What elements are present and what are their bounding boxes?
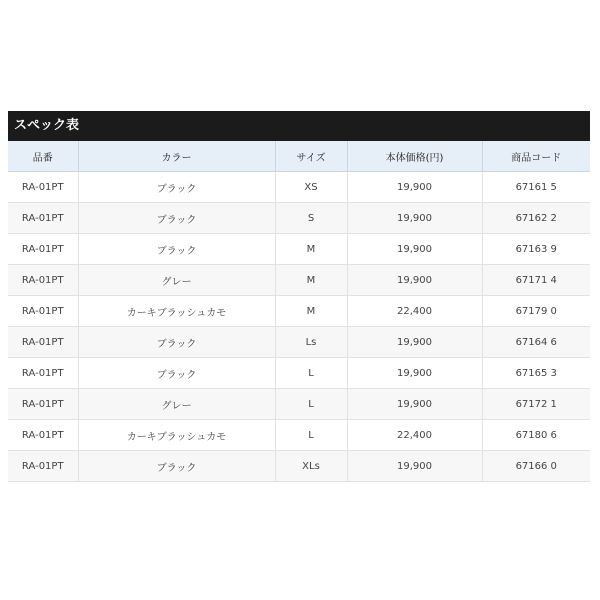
cell-product-no: RA-01PT (8, 358, 78, 389)
cell-product-code: 67171 4 (482, 265, 590, 296)
cell-product-code: 67165 3 (482, 358, 590, 389)
spec-table (8, 141, 590, 482)
cell-color: ブラック (78, 234, 275, 265)
cell-price: 19,900 (347, 234, 482, 265)
cell-product-no: RA-01PT (8, 451, 78, 482)
cell-color: ブラック (78, 358, 275, 389)
cell-product-code: 67180 6 (482, 420, 590, 451)
cell-size: M (275, 265, 347, 296)
header-size: サイズ (275, 141, 347, 172)
cell-price: 19,900 (347, 451, 482, 482)
cell-product-code: 67179 0 (482, 296, 590, 327)
table-row (8, 389, 590, 420)
cell-price: 22,400 (347, 420, 482, 451)
cell-size: M (275, 234, 347, 265)
cell-product-code: 67163 9 (482, 234, 590, 265)
cell-price: 19,900 (347, 203, 482, 234)
cell-size: XS (275, 172, 347, 203)
table-header-row (8, 141, 590, 172)
cell-color: ブラック (78, 327, 275, 358)
spec-title: スペック表 (8, 111, 590, 141)
header-price: 本体価格(円) (347, 141, 482, 172)
cell-color: グレー (78, 389, 275, 420)
table-row (8, 358, 590, 389)
header-product-no: 品番 (8, 141, 78, 172)
cell-product-no: RA-01PT (8, 265, 78, 296)
cell-product-code: 67164 6 (482, 327, 590, 358)
cell-size: L (275, 420, 347, 451)
table-row (8, 172, 590, 203)
cell-product-code: 67172 1 (482, 389, 590, 420)
table-row (8, 327, 590, 358)
cell-color: カーキブラッシュカモ (78, 420, 275, 451)
cell-price: 19,900 (347, 265, 482, 296)
cell-product-no: RA-01PT (8, 234, 78, 265)
table-row (8, 203, 590, 234)
table-row (8, 296, 590, 327)
cell-product-no: RA-01PT (8, 420, 78, 451)
cell-size: L (275, 389, 347, 420)
cell-size: M (275, 296, 347, 327)
cell-color: ブラック (78, 172, 275, 203)
cell-product-code: 67166 0 (482, 451, 590, 482)
cell-product-no: RA-01PT (8, 389, 78, 420)
cell-price: 19,900 (347, 172, 482, 203)
cell-size: Ls (275, 327, 347, 358)
table-row (8, 420, 590, 451)
cell-product-code: 67162 2 (482, 203, 590, 234)
cell-product-no: RA-01PT (8, 296, 78, 327)
cell-size: S (275, 203, 347, 234)
cell-color: グレー (78, 265, 275, 296)
cell-product-no: RA-01PT (8, 327, 78, 358)
cell-price: 19,900 (347, 327, 482, 358)
cell-color: カーキブラッシュカモ (78, 296, 275, 327)
header-product-code: 商品コード (482, 141, 590, 172)
cell-color: ブラック (78, 203, 275, 234)
cell-price: 19,900 (347, 358, 482, 389)
table-row (8, 265, 590, 296)
table-row (8, 234, 590, 265)
cell-price: 22,400 (347, 296, 482, 327)
cell-product-no: RA-01PT (8, 172, 78, 203)
cell-price: 19,900 (347, 389, 482, 420)
header-color: カラー (78, 141, 275, 172)
cell-color: ブラック (78, 451, 275, 482)
spec-section (8, 111, 590, 482)
table-row (8, 451, 590, 482)
cell-size: L (275, 358, 347, 389)
cell-product-no: RA-01PT (8, 203, 78, 234)
cell-size: XLs (275, 451, 347, 482)
cell-product-code: 67161 5 (482, 172, 590, 203)
